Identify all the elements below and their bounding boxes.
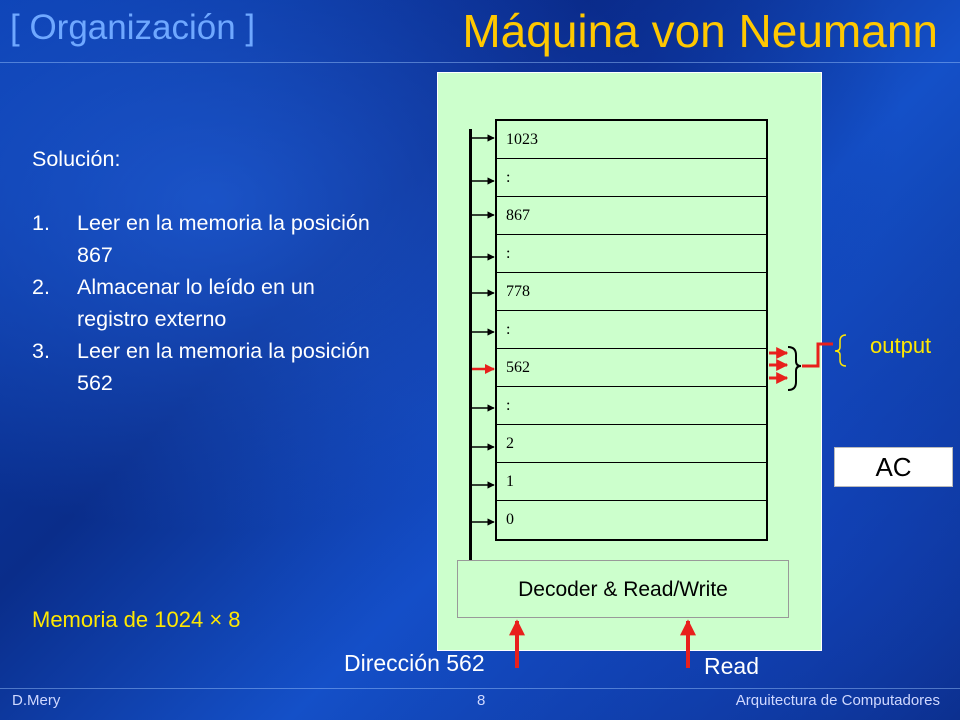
- slide-title: Máquina von Neumann: [462, 5, 938, 57]
- step-text: Leer en la memoria la posición 867: [77, 211, 370, 267]
- data-output-arrows: [769, 353, 787, 378]
- memory-size-label: Memoria de 1024 × 8: [32, 607, 241, 632]
- step-number: 1.: [32, 211, 50, 235]
- step-number: 2.: [32, 275, 50, 299]
- step-text: Leer en la memoria la posición 562: [77, 339, 370, 395]
- memory-cell: 778: [497, 273, 766, 311]
- footer-course: Arquitectura de Computadores: [735, 692, 940, 709]
- footer-author: D.Mery: [12, 692, 61, 709]
- memory-cell: 867: [497, 197, 766, 235]
- memory-cell: :: [497, 387, 766, 425]
- address-signal-label: Dirección 562: [344, 650, 485, 676]
- left-brace-icon: [835, 335, 846, 366]
- output-label: output: [870, 333, 932, 358]
- section-label: [ Organización ]: [10, 8, 256, 47]
- accumulator-register: AC: [834, 447, 953, 487]
- memory-cell: :: [497, 159, 766, 197]
- step-text: Almacenar lo leído en un registro externo: [77, 275, 315, 331]
- bottom-divider: [0, 688, 960, 689]
- memory-cell: :: [497, 235, 766, 273]
- address-line-arrows: [472, 138, 494, 522]
- memory-cell: :: [497, 311, 766, 349]
- output-wire: [802, 344, 833, 366]
- memory-cell-selected: 562: [497, 349, 766, 387]
- decoder-read-write-block: Decoder & Read/Write: [457, 560, 789, 618]
- footer-page-number: 8: [477, 692, 486, 709]
- solution-heading: Solución:: [32, 147, 121, 171]
- memory-cell: 2: [497, 425, 766, 463]
- memory-cell: 1023: [497, 121, 766, 159]
- step-number: 3.: [32, 339, 50, 363]
- read-signal-label: Read: [704, 653, 759, 679]
- memory-cell: 0: [506, 511, 514, 528]
- memory-cell: 1: [497, 463, 766, 501]
- right-brace-icon: [788, 347, 801, 390]
